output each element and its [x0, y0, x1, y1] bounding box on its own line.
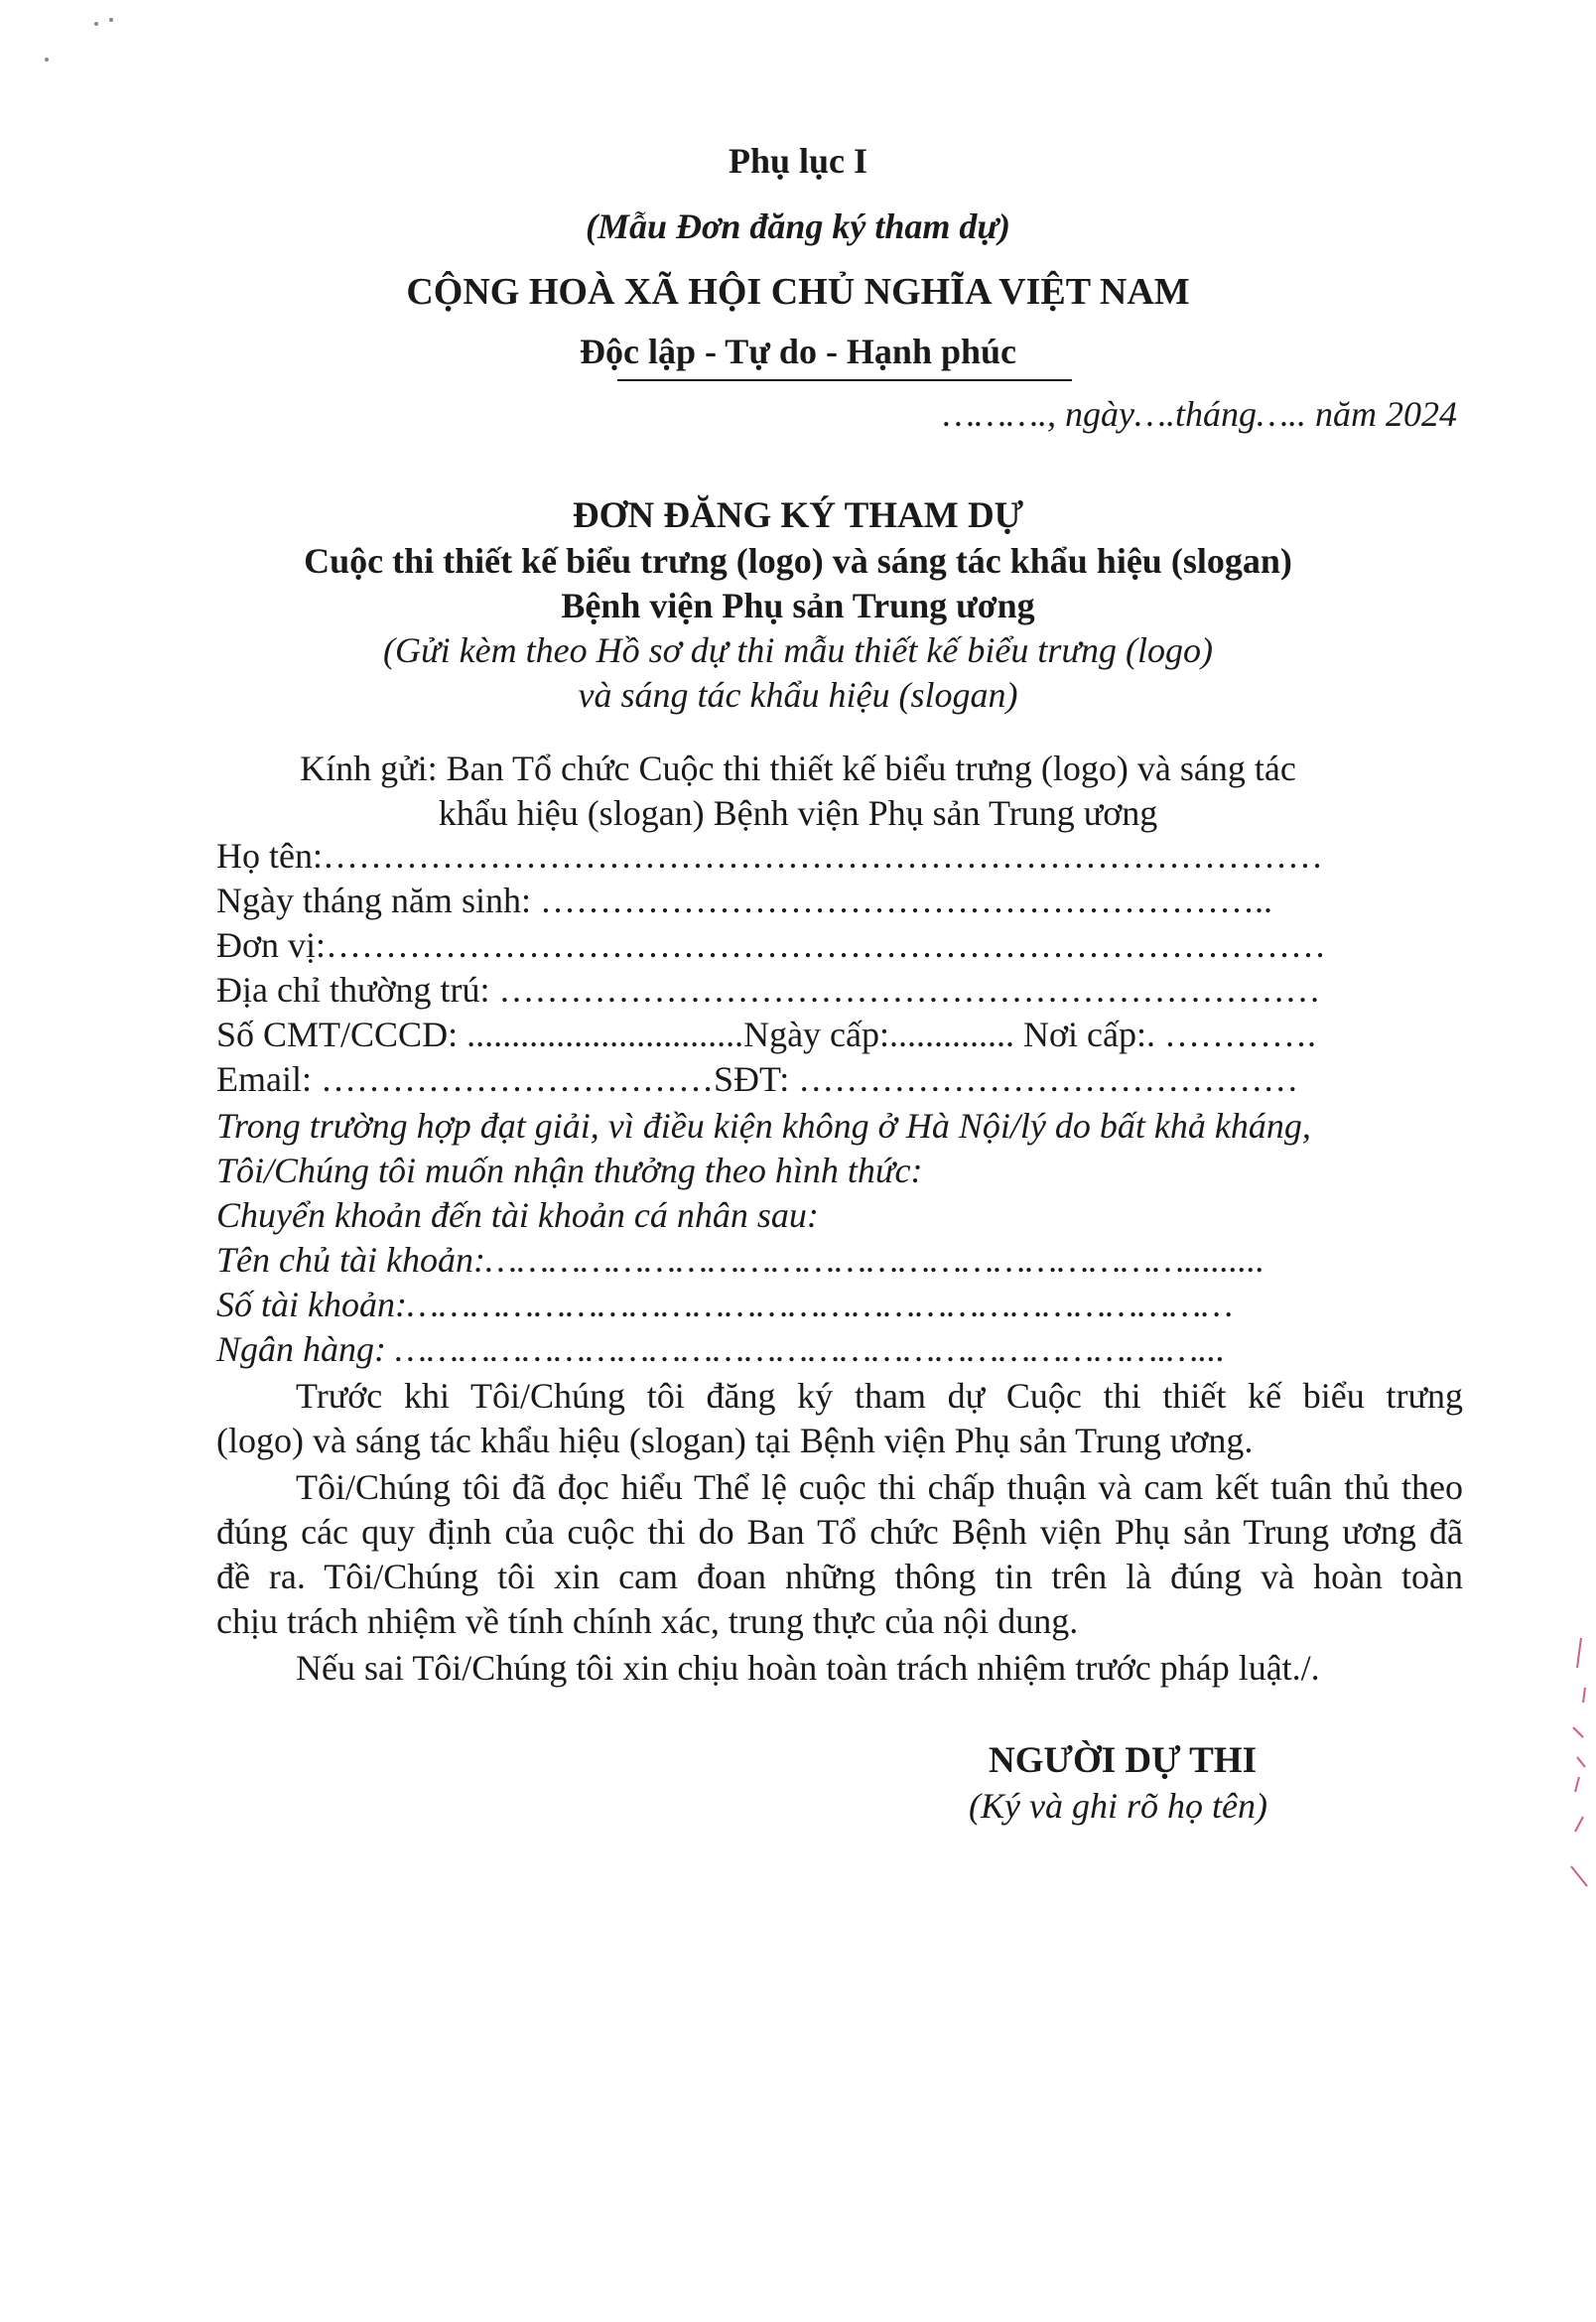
hospital-title: Bệnh viện Phụ sản Trung ương — [561, 586, 1035, 625]
paragraph-1-line-2: (logo) và sáng tác khẩu hiệu (slogan) tại Bệnh viện Phụ sản Trung ương. — [216, 1421, 1254, 1460]
signature-title: NGƯỜI DỰ THI — [989, 1740, 1257, 1781]
appendix-label: Phụ lục I — [728, 141, 868, 181]
attachment-note-cont: và sáng tác khẩu hiệu (slogan) — [578, 675, 1018, 715]
unit-field: Đơn vị:………………………………………………………………………… — [216, 925, 1327, 965]
paragraph-2-line-4: chịu trách nhiệm về tính chính xác, trung thực của nội dung. — [216, 1601, 1079, 1641]
recipient-line-cont: khẩu hiệu (slogan) Bệnh viện Phụ sản Trung ương — [438, 793, 1158, 833]
contest-title: Cuộc thi thiết kế biểu trưng (logo) và sáng tác khẩu hiệu (slogan) — [304, 541, 1292, 581]
transfer-label: Chuyển khoản đến tài khoản cá nhân sau: — [216, 1195, 819, 1235]
motto-underline — [617, 379, 1072, 381]
dob-field: Ngày tháng năm sinh: …………………………………………………….. — [216, 881, 1272, 920]
country-name: CỘNG HOÀ XÃ HỘI CHỦ NGHĨA VIỆT NAM — [406, 271, 1190, 313]
id-card-field: Số CMT/CCCD: ...............................Ngày cấp:.............. Nơi cấp:. …………. — [216, 1015, 1317, 1054]
account-name-field: Tên chủ tài khoản:…………………………………………………………......... — [216, 1240, 1265, 1280]
paragraph-2-line-1: Tôi/Chúng tôi đã đọc hiểu Thể lệ cuộc thi chấp thuận và cam kết tuân thủ theo — [296, 1467, 1463, 1507]
margin-stamp-marks — [1563, 1628, 1593, 1926]
email-field: Email: ……………………………SĐT: …………………………………… — [216, 1059, 1299, 1099]
date-line: ………., ngày….tháng….. năm 2024 — [942, 394, 1457, 434]
recipient-line: Kính gửi: Ban Tổ chức Cuộc thi thiết kế biểu trưng (logo) và sáng tác — [300, 749, 1296, 788]
paragraph-2-line-2: đúng các quy định của cuộc thi do Ban Tổ chức Bệnh viện Phụ sản Trung ương đã — [216, 1512, 1463, 1552]
attachment-note: (Gửi kèm theo Hồ sơ dự thi mẫu thiết kế biểu trưng (logo) — [383, 630, 1213, 670]
national-motto: Độc lập - Tự do - Hạnh phúc — [579, 332, 1017, 371]
account-number-field: Số tài khoản:…………………………………………………………………… — [216, 1285, 1234, 1324]
prize-condition: Trong trường hợp đạt giải, vì điều kiện không ở Hà Nội/lý do bất khả kháng, — [216, 1106, 1311, 1146]
paragraph-3: Nếu sai Tôi/Chúng tôi xin chịu hoàn toàn trách nhiệm trước pháp luật./. — [296, 1648, 1320, 1688]
prize-method: Tôi/Chúng tôi muốn nhận thưởng theo hình thức: — [216, 1151, 923, 1190]
scan-speck — [94, 22, 98, 26]
signature-note: (Ký và ghi rõ họ tên) — [969, 1786, 1267, 1826]
scan-speck — [109, 18, 113, 22]
form-title: ĐƠN ĐĂNG KÝ THAM DỰ — [572, 495, 1024, 536]
scan-speck — [45, 58, 49, 62]
paragraph-1-line-1: Trước khi Tôi/Chúng tôi đăng ký tham dự Cuộc thi thiết kế biểu trưng — [296, 1376, 1463, 1416]
bank-field: Ngân hàng: ……………………………………………………………….…... — [216, 1329, 1226, 1369]
address-field: Địa chỉ thường trú: …………………………………………………………… — [216, 970, 1321, 1010]
paragraph-2-line-3: đề ra. Tôi/Chúng tôi xin cam đoan những thông tin trên là đúng và hoàn toàn — [216, 1557, 1463, 1596]
form-note: (Mẫu Đơn đăng ký tham dự) — [586, 206, 1010, 246]
name-field: Họ tên:………………………………………………………………………… — [216, 836, 1323, 876]
